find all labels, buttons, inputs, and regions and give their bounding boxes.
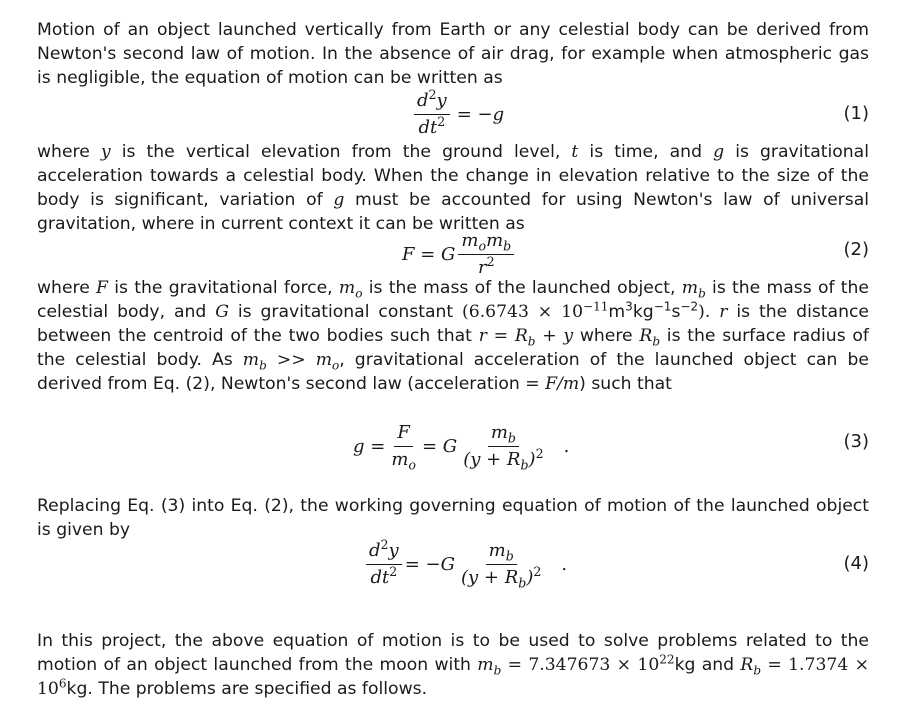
equation-4 [37, 537, 869, 629]
eq3-period: . [563, 435, 570, 457]
paragraph-replacing: Replacing Eq. (3) into Eq. (2), the working governing equation of motion of the launched object is given by [37, 496, 869, 540]
paragraph-intro: Motion of an object launched vertically from Earth or any celestial body can be derived from Newton's second law of motion. In the absence of air drag, for example when atmospheric gas is negligible, the equation of motion can be written as [37, 20, 869, 88]
eq4-mid: = −G [404, 553, 455, 575]
equation-1 [37, 87, 869, 140]
eq4-fraction-1: $\frac{d^2y}{dt^2}$ [366, 540, 402, 589]
paragraph-gravitation: where F is the gravitational force, $m_o$ is the mass of the launched object, $m_b$ is the mass of the celestial body, and G is gravitational constant $(6.6743 \times 10^{-11}m^3kg^{-1}s^{-2})$. r is the distance between the centroid of the two bodies such that $r = R_b + y$ where $R_b$ is the surface radius of the celestial body. As $m_b >> m_o$, gravitational acceleration of the launched object can be derived from Eq. (2), Newton's second law (acceleration = F/m) such that [37, 278, 869, 394]
paragraph-project: In this project, the above equation of motion is to be used to solve problems related to the motion of an object launched from the moon with $m_b = 7.347673 \times 10^{22}kg$ and $R_b = 1.7374 \times 10^6kg$. The problems are specified as follows. [37, 631, 869, 699]
equation-2 [37, 230, 869, 278]
eq3-lhs: g = [353, 435, 386, 457]
eq3-fraction-1: $\frac{F}{m_o}$ [391, 422, 416, 473]
eq4-label: (4) [843, 553, 869, 574]
eq2-lhs: F = G [402, 243, 456, 265]
eq3-mid: = G [422, 435, 458, 457]
eq3-fraction-2: $\frac{m_b}{(y + R_b)^2}$ [463, 422, 544, 473]
eq3-label: (3) [843, 431, 869, 452]
eq2-fraction: $\frac{m_om_b}{r^2}$ [458, 230, 514, 279]
eq1-label: (1) [843, 103, 869, 124]
eq1-rhs: = −g [456, 103, 505, 125]
paragraph-variables: where y is the vertical elevation from the ground level, t is time, and g is gravitational acceleration towards a celestial body. When the change in elevation relative to the size of the body is significant, variation of g must be accounted for using Newton's law of universal gravitation, where in current context it can be written as [37, 142, 869, 234]
document-page [37, 18, 869, 701]
eq2-label: (2) [843, 239, 869, 260]
equation-3 [37, 396, 869, 494]
eq1-fraction: $\frac{d^2y}{dt^2}$ [414, 90, 450, 139]
eq4-period: . [561, 553, 568, 575]
eq4-fraction-2: $\frac{m_b}{(y + R_b)^2}$ [460, 540, 542, 591]
